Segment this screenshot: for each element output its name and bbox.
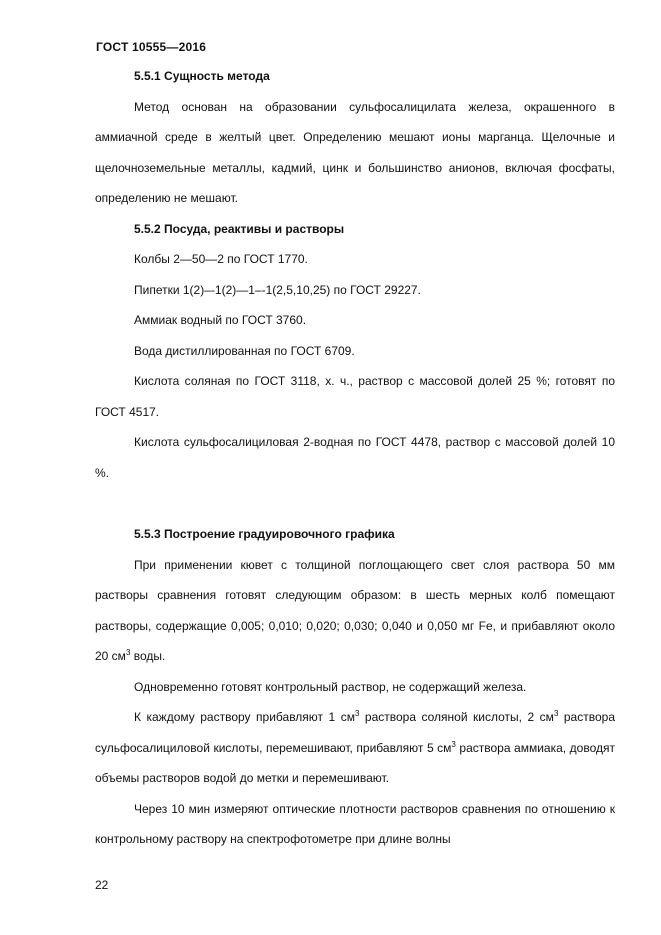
section-heading-5-5-1: 5.5.1 Сущность метода [134,69,270,83]
reagent-sulfosalicylic-acid: Кислота сульфосалициловая 2-водная по ГОСТ 4478, раствор с массовой долей 10 %. [95,435,615,480]
calibration-paragraph-3-part-d: раствора аммиака, доводят объемы растворов водой до метки и перемешивают. [95,740,615,785]
equipment-item-pipettes: Пипетки 1(2)–-1(2)—1–-1(2,5,10,25) по ГОСТ 29227. [134,282,421,297]
calibration-paragraph-3-part-b: раствора соляной кислоты, 2 см [359,710,554,724]
section-heading-5-5-3: 5.5.3 Построение градуировочного графика [134,527,395,541]
calibration-paragraph-2: Одновременно готовят контрольный раствор, не содержащий железа. [134,679,527,694]
page-number: 22 [95,878,109,892]
calibration-paragraph-3 [95,702,615,794]
calibration-paragraph-1 [95,550,615,672]
calibration-paragraph-3-part-c: раствора сульфосалициловой кислоты, перемешивают, прибавляют 5 см [95,710,615,755]
section-heading-5-5-2: 5.5.2 Посуда, реактивы и растворы [134,221,345,236]
calibration-paragraph-4: Через 10 мин измеряют оптические плотности растворов сравнения по отношению к контрольному раствору на спектрофотометре при длине волны [95,801,615,846]
equipment-item-flasks: Колбы 2—50—2 по ГОСТ 1770. [134,252,308,266]
standard-header: ГОСТ 10555—2016 [96,40,207,54]
method-principle-paragraph: Метод основан на образовании сульфосалицилата железа, окрашенного в аммиачной среде в желтый цвет. Определению мешают ионы марганца. Щелочные и щелочноземельные металлы, кадмий, цинк и большинство анионов, включая фосфаты, определению не мешают. [95,99,615,205]
unit-superscript: 3 [451,739,456,749]
document-body [95,61,615,855]
calibration-paragraph-1-tail: воды. [130,649,166,663]
calibration-paragraph-1-text: При применении кювет с толщиной поглощающего свет слоя раствора 50 мм растворы сравнения готовят следующим образом: в шесть мерных колб помещают растворы, содержащие 0,005; 0,010; 0,020; 0,030; 0,040 и 0,050 мг Fe, и прибавляют около 20 см [95,557,615,663]
reagent-item-ammonia: Аммиак водный по ГОСТ 3760. [134,313,307,327]
reagent-hydrochloric-acid: Кислота соляная по ГОСТ 3118, х. ч., раствор с массовой долей 25 %; готовят по ГОСТ 4517. [95,374,615,419]
unit-superscript: 3 [354,709,360,718]
unit-superscript: 3 [125,648,131,657]
calibration-paragraph-3-part-a: К каждому раствору прибавляют 1 см [134,710,355,724]
section-spacer [95,488,615,519]
reagent-item-water: Вода дистиллированная по ГОСТ 6709. [134,343,355,358]
unit-superscript: 3 [553,709,559,718]
